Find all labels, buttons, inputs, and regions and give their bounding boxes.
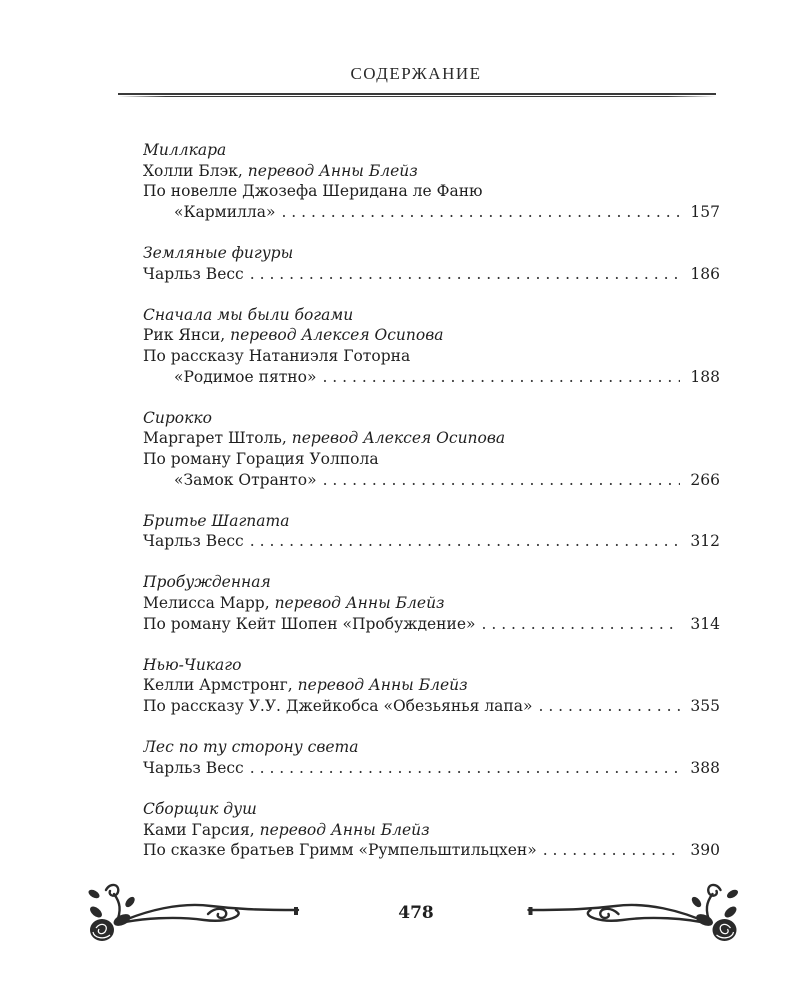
leader-text: По роману Кейт Шопен «Пробуждение» (143, 614, 476, 633)
toc-entry (143, 511, 720, 552)
leader-line (143, 614, 720, 635)
story-title: Земляные фигуры (143, 243, 294, 262)
leader-line (143, 696, 720, 717)
page-ref: 390 (690, 841, 720, 860)
translator-credit: перевод Алексея Осипова (291, 429, 506, 448)
toc-entry (143, 305, 720, 387)
page-ref: 157 (690, 202, 720, 221)
translator-credit: перевод Анны Блейз (247, 161, 418, 180)
leader-line (143, 264, 720, 285)
page-ref: 388 (690, 758, 720, 777)
leader-text: Чарльз Весс (143, 532, 244, 551)
toc-entry (143, 655, 720, 717)
author-name: Келли Армстронг, (143, 676, 293, 695)
author-line (143, 593, 720, 614)
toc-entry (143, 799, 720, 861)
author-line (143, 325, 720, 346)
page-ref: 186 (690, 264, 720, 283)
dot-leader (250, 758, 681, 779)
dot-leader (322, 367, 680, 388)
toc-entry (143, 572, 720, 634)
toc-entry (143, 737, 720, 778)
author-line (143, 428, 720, 449)
page-ref: 312 (690, 532, 720, 551)
story-title: Нью-Чикаго (143, 655, 242, 674)
table-of-contents (143, 140, 720, 881)
leader-text: По рассказу У.У. Джейкобса «Обезьянья лапа» (143, 697, 533, 716)
story-title: Лес по ту сторону света (143, 738, 359, 757)
translator-credit: перевод Алексея Осипова (230, 326, 444, 345)
leader-text: «Кармилла» (174, 202, 276, 221)
dot-leader (482, 614, 681, 635)
leader-line (143, 470, 720, 491)
dot-leader (538, 696, 680, 717)
author-name: Маргарет Штоль, (143, 429, 287, 448)
leader-line (143, 367, 720, 388)
page-ref: 188 (690, 367, 720, 386)
story-title: Сначала мы были богами (143, 305, 354, 324)
story-title: Сирокко (143, 408, 212, 427)
leader-text: «Родимое пятно» (174, 367, 317, 386)
translator-credit: перевод Анны Блейз (274, 594, 445, 613)
page-ref: 355 (690, 697, 720, 716)
dot-leader (323, 470, 681, 491)
leader-text: Чарльз Весс (143, 758, 244, 777)
toc-entry (143, 243, 720, 284)
author-name: Холли Блэк, (143, 161, 243, 180)
dot-leader (281, 202, 680, 223)
author-line (143, 675, 720, 696)
story-title: Сборщик душ (143, 800, 257, 818)
dot-leader (543, 840, 681, 861)
author-line (143, 161, 720, 182)
leader-line (143, 202, 720, 223)
toc-entry (143, 140, 720, 222)
toc-entry (143, 408, 720, 490)
leader-text: «Замок Отранто» (174, 470, 317, 489)
source-line: По роману Горация Уолпола (143, 449, 379, 468)
story-title: Миллкара (143, 141, 227, 159)
page-ref: 314 (690, 614, 720, 633)
page-ref: 266 (690, 470, 720, 489)
dot-leader (250, 531, 681, 552)
translator-credit: перевод Анны Блейз (259, 820, 430, 839)
leader-text: По сказке братьев Гримм «Румпельштильцхен» (143, 841, 537, 860)
leader-text: Чарльз Весс (143, 264, 244, 283)
leader-line (143, 840, 720, 861)
translator-credit: перевод Анны Блейз (297, 676, 468, 695)
page-number: 478 (398, 903, 434, 923)
dot-leader (250, 264, 681, 285)
leader-line (143, 758, 720, 779)
author-line (143, 820, 720, 841)
header-rule (118, 93, 716, 95)
author-name: Мелисса Марр, (143, 594, 270, 613)
author-name: Ками Гарсия, (143, 820, 255, 839)
story-title: Бритье Шагпата (143, 511, 290, 530)
source-line: По рассказу Натаниэля Готорна (143, 346, 411, 365)
source-line: По новелле Джозефа Шеридана ле Фаню (143, 182, 483, 201)
page-title: СОДЕРЖАНИЕ (350, 64, 482, 83)
author-name: Рик Янси, (143, 326, 226, 345)
leader-line (143, 531, 720, 552)
story-title: Пробужденная (143, 573, 271, 592)
